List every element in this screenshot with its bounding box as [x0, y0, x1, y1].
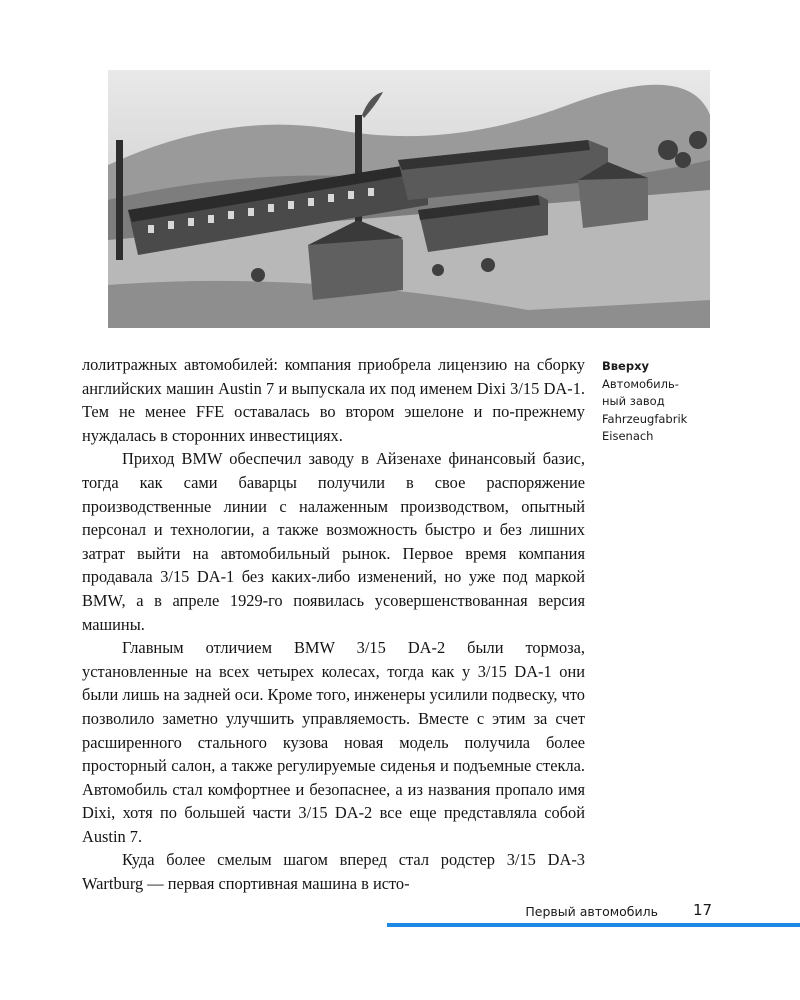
paragraph-4: Куда более смелым шагом вперед стал родстер 3/15 DA-3 Wartburg — первая спортивная машина в исто-: [82, 850, 585, 894]
page-number: 17: [693, 901, 713, 919]
body-text: [82, 353, 585, 896]
running-footer-title: Первый автомобиль: [525, 904, 658, 919]
paragraph-2: Приход BMW обеспечил заводу в Айзенахе финансовый базис, тогда как сами баварцы получили в свое распоряжение производственные линии с налаженным производством, опытный персонал и технологии, а также возможность быстро и без лишних затрат выйти на автомобильный рынок. Первое время компания продавала 3/15 DA-1 без каких-либо изменений, но уже под маркой BMW, а в апреле 1929-го появилась усовершенствованная версия машины.: [82, 449, 585, 634]
paragraph-3: Главным отличием BMW 3/15 DA-2 были тормоза, установленные на всех четырех колесах, тогда как у 3/15 DA-1 они были лишь на задней оси. Кроме того, инженеры усилили подвеску, что позволило заметно улучшить управляемость. Вместе с этим за счет расширенного стального кузова новая модель получила более просторный салон, а также регулируемые сиденья и подъемные стекла. Автомобиль стал комфортнее и безопаснее, а из названия пропало имя Dixi, хотя по большей части 3/15 DA-2 все еще представляла собой Austin 7.: [82, 638, 585, 846]
photo-caption: [602, 358, 752, 446]
factory-photo-icon: [108, 70, 710, 328]
factory-photo: [108, 70, 710, 328]
footer-accent-rule: [387, 923, 800, 927]
caption-label: Вверху: [602, 359, 649, 373]
paragraph-1: лолитражных автомобилей: компания приобрела лицензию на сборку английских машин Austin 7 и выпускала их под именем Dixi 3/15 DA-1. Тем не менее FFE оставалась во втором эшелоне и по-прежнему нуждалась в сторонних инвестициях.: [82, 355, 585, 445]
caption-text: Автомобиль- ный завод Fahrzeugfabrik Eisenach: [602, 376, 688, 443]
